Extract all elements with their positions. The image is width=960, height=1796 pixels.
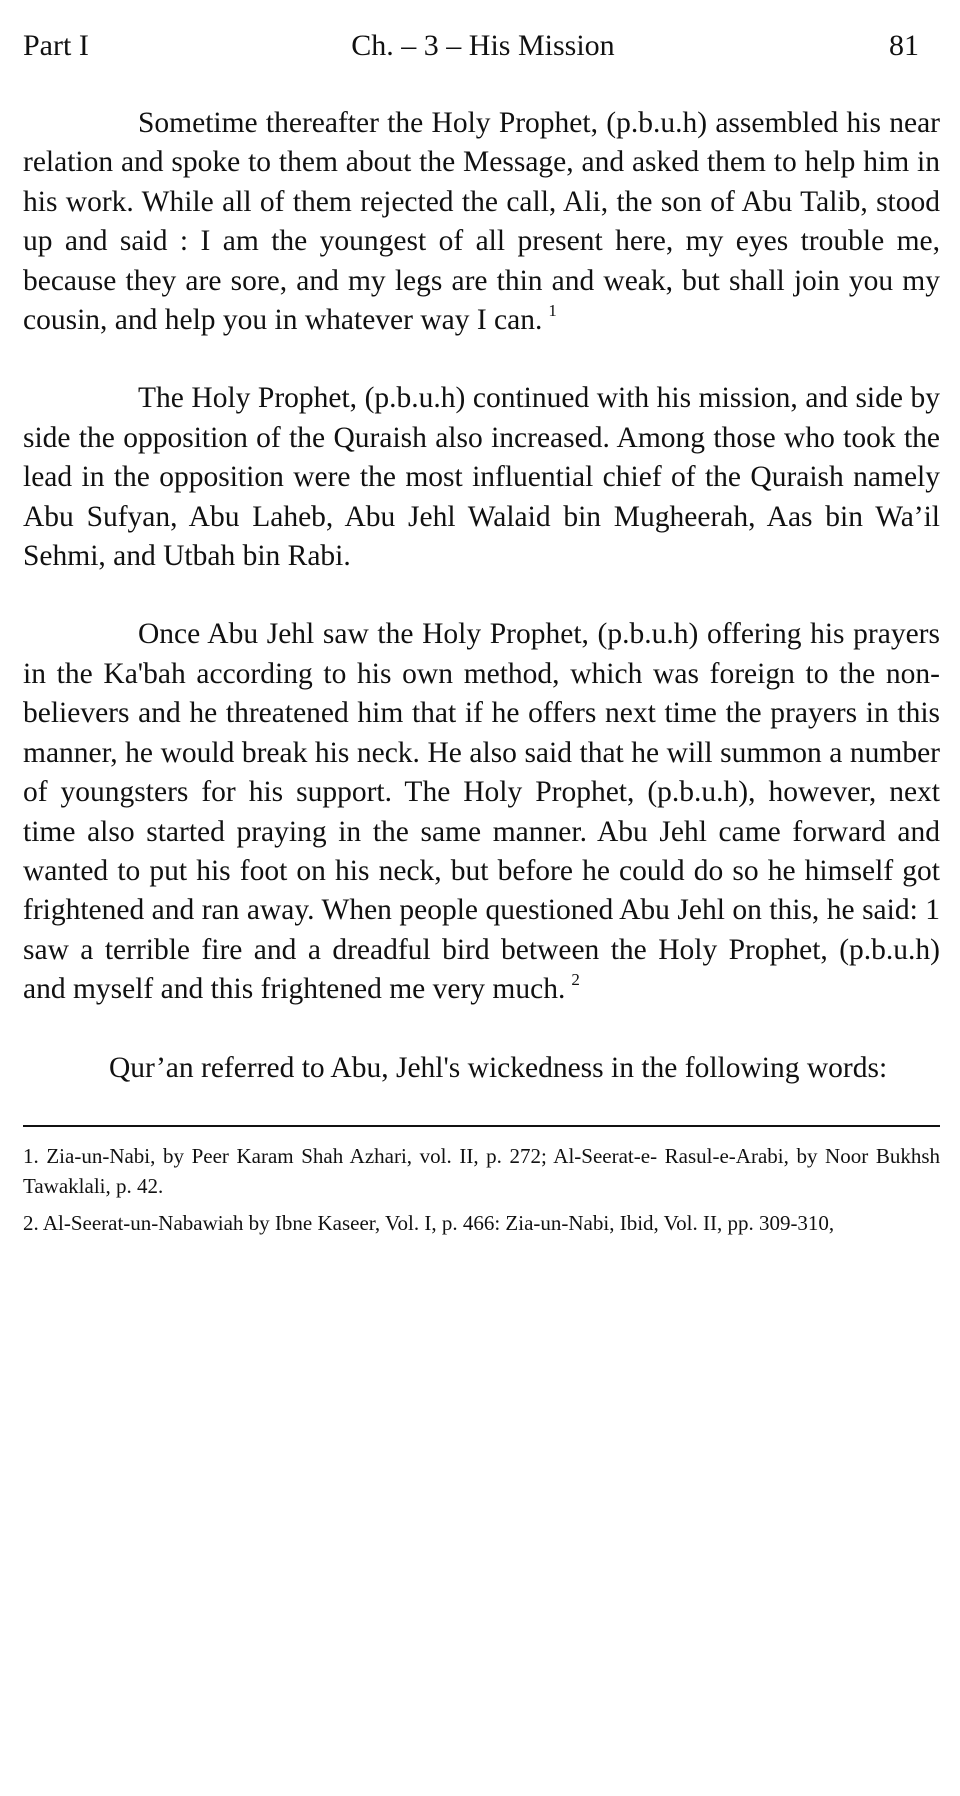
paragraph-text: Sometime thereafter the Holy Prophet, (p.b.u.h) assembled his near relation and spoke to them about the Message, and asked them to help him in his work. While all of them rejected the call, Ali, the son of Abu Talib, stood up and said : I am the youngest of all present here, my eyes trouble me, because they are sore, and my legs are thin and weak, but shall join you my cousin, and help you in whatever way I can. [23, 107, 940, 337]
paragraph-text: The Holy Prophet, (p.b.u.h) continued with his mission, and side by side the opposition of the Quraish also increased. Among those who took the lead in the opposition were the most influential chief of the Quraish namely Abu Sufyan, Abu Laheb, Abu Jehl Walaid bin Mugheerah, Aas bin Wa’il Sehmi, and Utbah bin Rabi. [23, 382, 940, 573]
paragraph-4 [23, 1049, 940, 1088]
book-page [23, 26, 943, 1245]
part-label: Part I [23, 29, 89, 62]
footnotes [23, 1125, 940, 1238]
footnote-ref[interactable]: 1 [548, 301, 557, 321]
footnote-ref[interactable]: 2 [571, 970, 580, 990]
paragraph-3 [23, 615, 940, 1009]
paragraph-2 [23, 379, 940, 576]
paragraph-text: Once Abu Jehl saw the Holy Prophet, (p.b.u.h) offering his prayers in the Ka'bah according to his own method, which was foreign to the non-believers and he threatened him that if he offers next time the prayers in this manner, he would break his neck. He also said that he will summon a number of youngsters for his support. The Holy Prophet, (p.b.u.h), however, next time also started praying in the same manner. Abu Jehl came forward and wanted to put his foot on his neck, but before he could do so he himself got frightened and ran away. When people questioned Abu Jehl on this, he said: 1 saw a terrible fire and a dreadful bird between the Holy Prophet, (p.b.u.h) and myself and this frightened me very much. [23, 618, 940, 1006]
footnote-1: 1. Zia-un-Nabi, by Peer Karam Shah Azhari, vol. II, p. 272; Al-Seerat-e- Rasul-e-Arabi, by Noor Bukhsh Tawaklali, p. 42. [23, 1143, 940, 1198]
paragraph-1 [23, 104, 940, 340]
chapter-title: Ch. – 3 – His Mission [351, 29, 615, 62]
body-text [23, 104, 940, 1088]
running-header [23, 26, 943, 66]
paragraph-text: Qur’an referred to Abu, Jehl's wickedness in the following words: [109, 1051, 888, 1084]
page-number: 81 [889, 29, 919, 62]
footnote-2: 2. Al-Seerat-un-Nabawiah by Ibne Kaseer, Vol. I, p. 466: Zia-un-Nabi, Ibid, Vol. II, pp. 309-310, [23, 1210, 835, 1235]
